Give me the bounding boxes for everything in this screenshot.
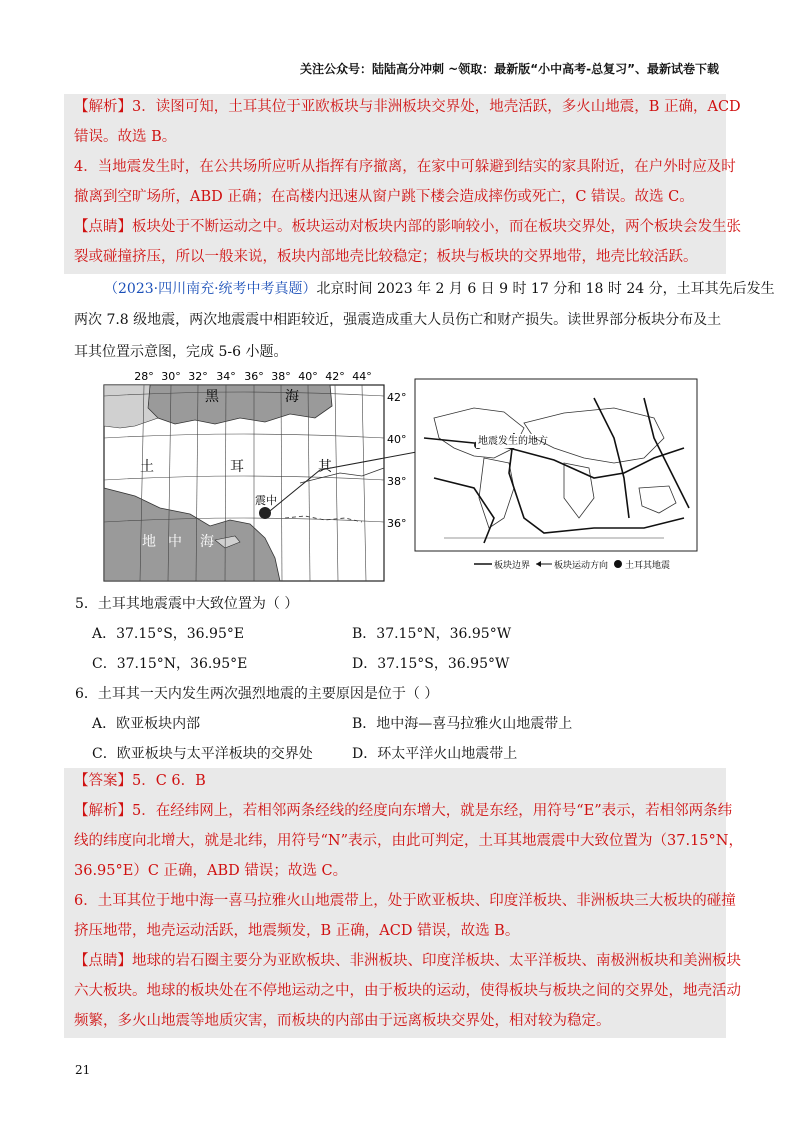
legend-turkey: 土耳其地震 (625, 561, 671, 571)
lat-label: 40° (387, 433, 407, 446)
earthquake-callout: 地震发生的地方 (478, 436, 548, 447)
q5-option-d[interactable]: D．37.15°S，36.95°W (352, 656, 510, 672)
lat-label: 42° (387, 391, 407, 404)
label-country-2: 耳 (230, 459, 244, 475)
question-intro-text: 北京时间 2023 年 2 月 6 日 9 时 17 分和 18 时 24 分，土耳其先后发生 (316, 281, 775, 297)
analysis-line: 挤压地带，地壳运动活跃，地震频发，B 正确，ACD 错误，故选 B。 (74, 923, 520, 939)
q6-option-c[interactable]: C．欧亚板块与太平洋板块的交界处 (92, 746, 313, 762)
question-6-stem: 6．土耳其一天内发生两次强烈地震的主要原因是位于（ ） (75, 686, 439, 702)
answer-line: 【答案】5．C 6．B (74, 773, 206, 789)
tip-line: 六大板块。地球的板块处在不停地运动之中，由于板块的运动，使得板块与板块之间的交界处，地壳活动 (74, 983, 741, 999)
analysis-line: 错误。故选 B。 (74, 129, 177, 145)
question-5-stem: 5．土耳其地震震中大致位置为（ ） (75, 596, 299, 612)
q5-option-c[interactable]: C．37.15°N，36.95°E (92, 656, 248, 672)
tip-line: 裂或碰撞挤压，所以一般来说，板块内部地壳比较稳定；板块与板块的交界地带，地壳比较活跃。 (74, 249, 698, 265)
label-med-3: 海 (200, 534, 214, 550)
label-med-2: 中 (168, 534, 182, 550)
epicenter-label: 震中 (255, 494, 277, 507)
analysis-line: 36.95°E）C 正确，ABD 错误；故选 C。 (74, 863, 348, 879)
tip-line: 【点睛】地球的岩石圈主要分为亚欧板块、非洲板块、印度洋板块、太平洋板块、南极洲板块和美洲板块 (74, 953, 741, 969)
lon-label: 44° (352, 370, 372, 383)
analysis-line: 6．土耳其位于地中海一喜马拉雅火山地震带上，处于欧亚板块、印度洋板块、非洲板块三大板块的碰撞 (74, 893, 736, 909)
page-number: 21 (75, 1063, 91, 1077)
analysis-line: 撤离到空旷场所，ABD 正确；在高楼内迅速从窗户跳下楼会造成摔伤或死亡，C 错误。故选 C。 (74, 189, 694, 205)
label-black-sea-2: 海 (285, 389, 299, 405)
legend-direction: 板块运动方向 (554, 561, 609, 571)
label-country-3: 其 (318, 459, 332, 475)
analysis-line: 4．当地震发生时，在公共场所应听从指挥有序撤离，在家中可躲避到结实的家具附近，在户外时应及时 (74, 159, 736, 175)
world-plate-map (414, 378, 698, 574)
lon-label: 32° (188, 370, 208, 383)
lat-label: 38° (387, 475, 407, 488)
lat-label: 36° (387, 517, 407, 530)
lon-label: 38° (271, 370, 291, 383)
label-med-1: 地 (142, 534, 156, 550)
lon-label: 34° (216, 370, 236, 383)
analysis-line: 【解析】5．在经纬网上，若相邻两条经线的经度向东增大，就是东经，用符号“E”表示，若相邻两条纬 (74, 803, 733, 819)
lon-label: 30° (161, 370, 181, 383)
lon-label: 28° (134, 370, 154, 383)
legend-boundary: 板块边界 (494, 561, 531, 571)
analysis-line: 线的纬度向北增大，就是北纬，用符号“N”表示，由此可判定，土耳其地震震中大致位置为（37.15°N， (74, 833, 743, 849)
lon-label: 36° (244, 370, 264, 383)
analysis-line: 【解析】3．读图可知，土耳其位于亚欧板块与非洲板块交界处，地壳活跃，多火山地震，B 正确，ACD (74, 99, 741, 115)
page-header: 关注公众号：陆陆高分冲刺 ~领取：最新版“小中高考-总复习”、最新试卷下载 (300, 62, 719, 76)
tip-line: 【点睛】板块处于不断运动之中。板块运动对板块内部的影响较小，而在板块交界处，两个板块会发生张 (74, 219, 741, 235)
label-country-1: 土 (140, 459, 154, 475)
q6-option-d[interactable]: D．环太平洋火山地震带上 (352, 746, 518, 762)
q5-option-a[interactable]: A．37.15°S，36.95°E (92, 626, 245, 642)
question-intro-line: 耳其位置示意图，完成 5-6 小题。 (74, 344, 288, 360)
question-source: （2023·四川南充·统考中考真题） (104, 281, 317, 297)
question-intro-line: 两次 7.8 级地震，两次地震震中相距较近，强震造成重大人员伤亡和财产损失。读世界部分板块分布及土 (74, 312, 722, 328)
q6-option-a[interactable]: A．欧亚板块内部 (92, 716, 201, 732)
tip-line: 频繁，多火山地震等地质灾害，而板块的内部由于远离板块交界处，相对较为稳定。 (74, 1013, 611, 1029)
lon-label: 42° (325, 370, 345, 383)
question-intro-line (104, 279, 775, 299)
lon-label: 40° (298, 370, 318, 383)
q5-option-b[interactable]: B．37.15°N，36.95°W (352, 626, 512, 642)
q6-option-b[interactable]: B．地中海—喜马拉雅火山地震带上 (352, 716, 573, 732)
label-black-sea-1: 黑 (205, 389, 219, 405)
